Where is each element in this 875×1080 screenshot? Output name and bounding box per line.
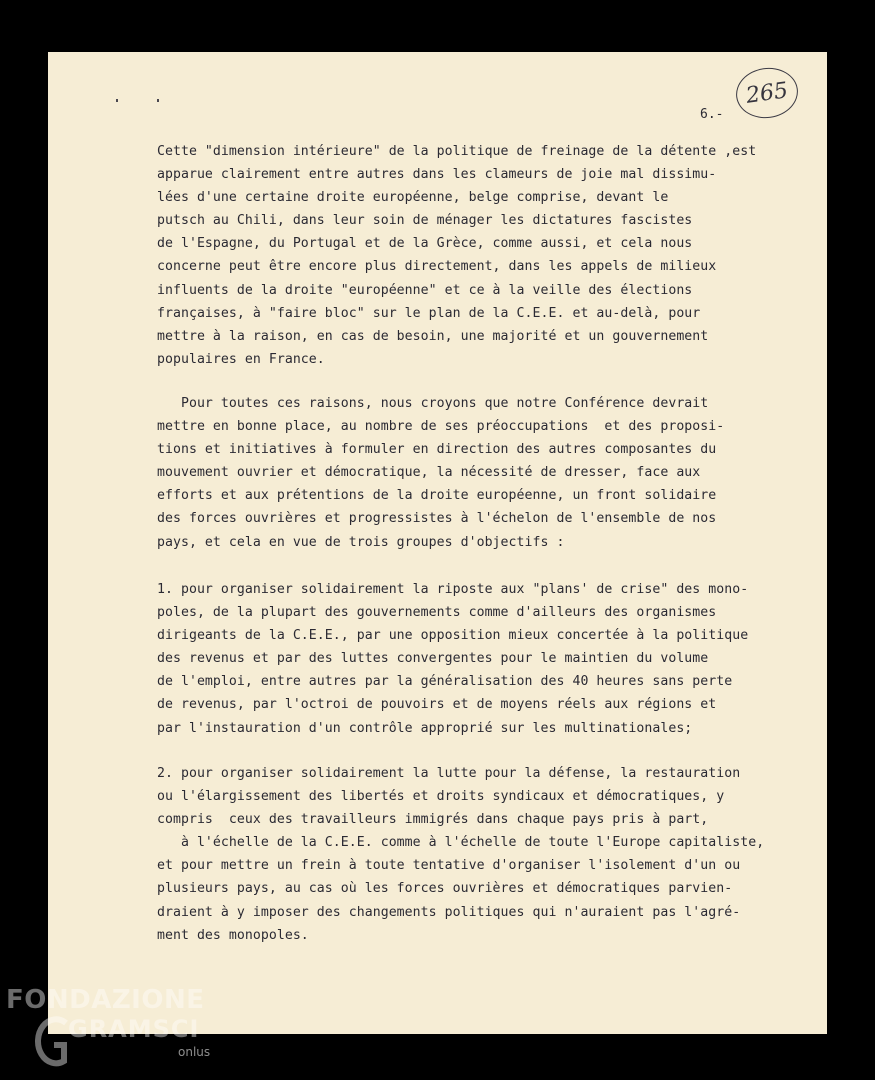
text-line: de l'emploi, entre autres par la généralisation des 40 heures sans perte <box>157 674 733 690</box>
text-line: poles, de la plupart des gouvernements comme d'ailleurs des organismes <box>157 605 717 621</box>
watermark-line2: GRAMSCI <box>68 1015 200 1043</box>
text-line: pays, et cela en vue de trois groupes d'objectifs : <box>157 534 565 550</box>
text-line: influents de la droite "européenne" et ce à la veille des élections <box>157 282 693 298</box>
text-line: Pour toutes ces raisons, nous croyons que notre Conférence devrait <box>157 396 709 411</box>
fondazione-gramsci-watermark <box>4 985 224 1075</box>
text-line: putsch au Chili, dans leur soin de ménager les dictatures fascistes <box>157 213 693 229</box>
text-line: 1. pour organiser solidairement la riposte aux "plans' de crise" des mono- <box>157 582 749 597</box>
text-line: draient à y imposer des changements politiques qui n'auraient pas l'agré- <box>157 904 741 920</box>
text-line: Cette "dimension intérieure" de la politique de freinage de la détente ,est <box>157 144 757 159</box>
text-line: françaises, à "faire bloc" sur le plan de la C.E.E. et au-delà, pour <box>157 305 701 321</box>
page-mark <box>116 99 118 102</box>
text-line: des forces ouvrières et progressistes à l'échelon de l'ensemble de nos <box>157 511 717 527</box>
text-line: concerne peut être encore plus directement, dans les appels de milieux <box>157 259 717 275</box>
text-line: 2. pour organiser solidairement la lutte pour la défense, la restauration <box>157 766 741 781</box>
paragraph-2 <box>157 392 724 554</box>
page-mark <box>157 99 159 102</box>
text-line: mouvement ouvrier et démocratique, la nécessité de dresser, face aux <box>157 465 701 481</box>
paragraph-4 <box>157 762 764 947</box>
archive-stamp <box>733 64 801 122</box>
watermark-line1: FONDAZIONE <box>6 985 205 1015</box>
text-line: populaires en France. <box>157 351 325 367</box>
text-line: par l'instauration d'un contrôle approprié sur les multinationales; <box>157 720 693 736</box>
text-line: ment des monopoles. <box>157 927 309 943</box>
text-line: dirigeants de la C.E.E., par une opposition mieux concertée à la politique <box>157 628 749 644</box>
text-line: lées d'une certaine droite européenne, belge comprise, devant le <box>157 190 669 206</box>
paragraph-1 <box>157 140 756 371</box>
text-line: apparue clairement entre autres dans les clameurs de joie mal dissimu- <box>157 167 717 183</box>
document-page <box>48 52 827 1034</box>
watermark-suffix: onlus <box>178 1045 211 1059</box>
text-line: et pour mettre un frein à toute tentative d'organiser l'isolement d'un ou <box>157 858 741 874</box>
text-line: plusieurs pays, au cas où les forces ouvrières et démocratiques parvien- <box>157 881 733 897</box>
text-line: de revenus, par l'octroi de pouvoirs et de moyens réels aux régions et <box>157 697 717 713</box>
text-line: mettre à la raison, en cas de besoin, une majorité et un gouvernement <box>157 328 709 344</box>
text-line: à l'échelle de la C.E.E. comme à l'échelle de toute l'Europe capitaliste, <box>157 835 765 851</box>
text-line: ou l'élargissement des libertés et droits syndicaux et démocratiques, y <box>157 789 725 805</box>
page-number: 6.- <box>700 107 724 122</box>
paragraph-3 <box>157 578 748 740</box>
text-line: mettre en bonne place, au nombre de ses préoccupations et des proposi- <box>157 419 725 435</box>
text-line: efforts et aux prétentions de la droite européenne, un front solidaire <box>157 488 717 504</box>
stamp-number: 265 <box>744 77 790 109</box>
text-line: compris ceux des travailleurs immigrés dans chaque pays pris à part, <box>157 812 709 828</box>
text-line: tions et initiatives à formuler en direction des autres composantes du <box>157 442 717 458</box>
text-line: des revenus et par des luttes convergentes pour le maintien du volume <box>157 651 709 667</box>
text-line: de l'Espagne, du Portugal et de la Grèce, comme aussi, et cela nous <box>157 236 693 252</box>
